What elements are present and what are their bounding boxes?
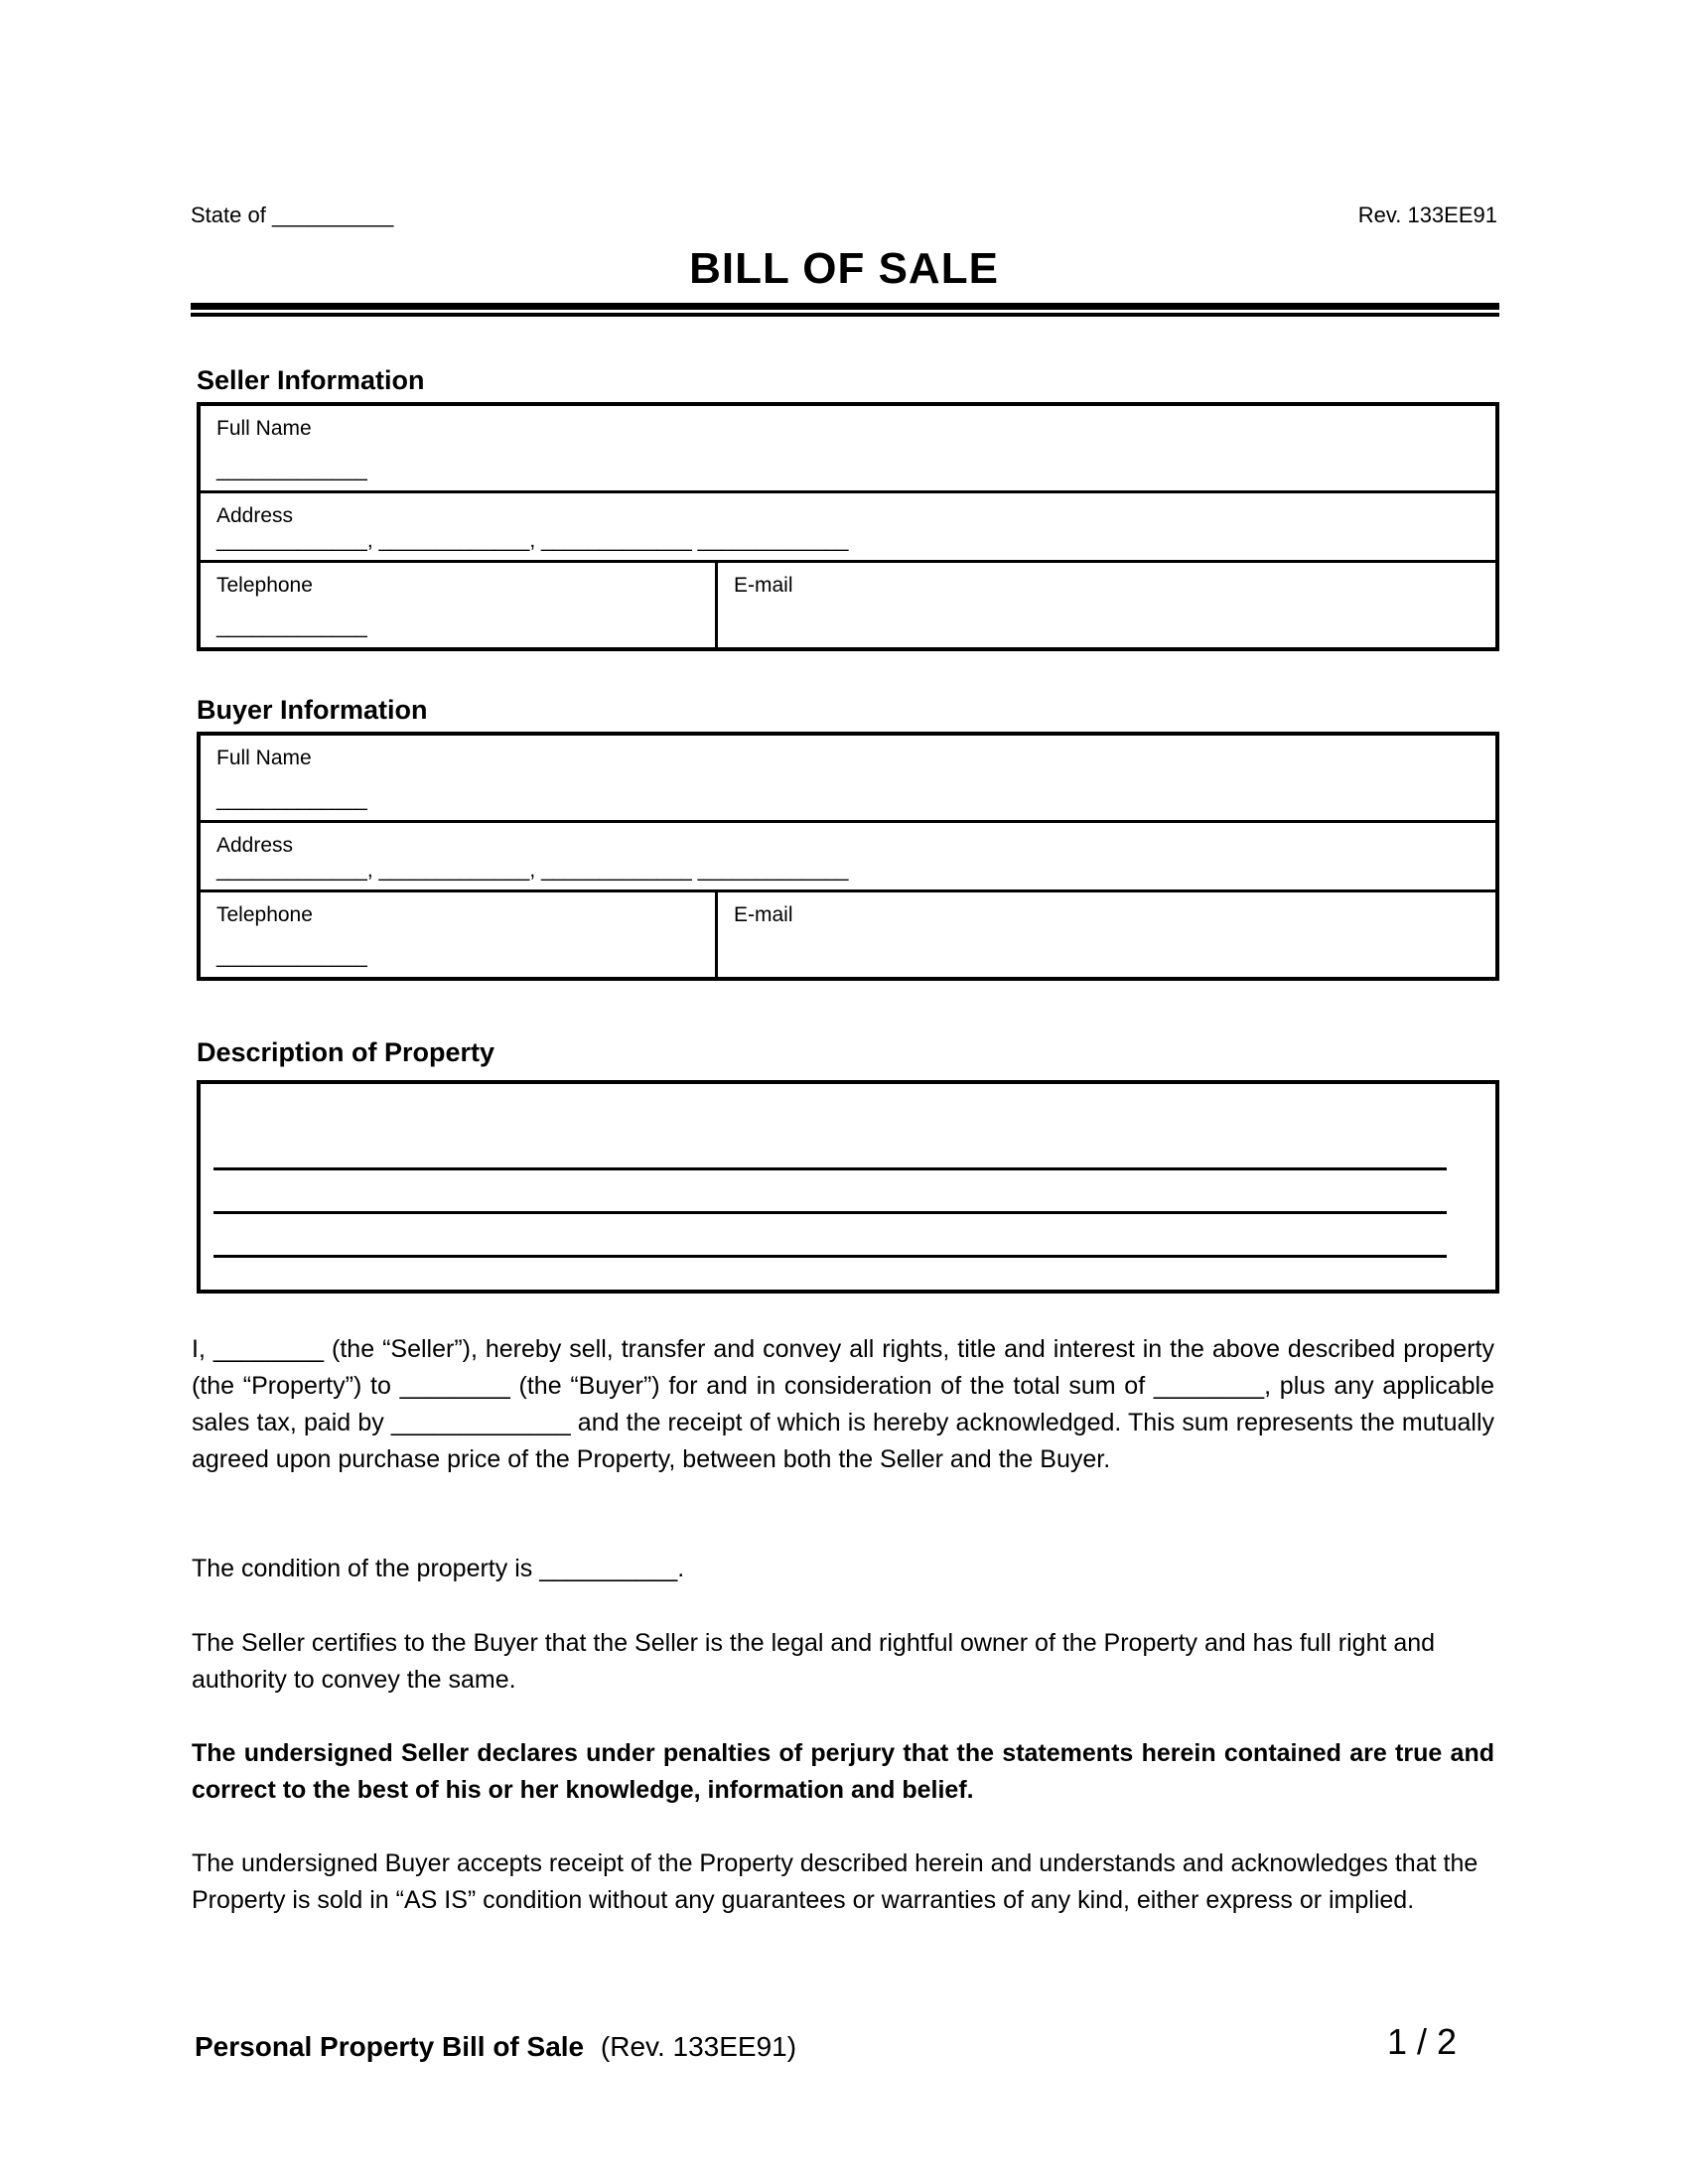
as-is-paragraph: The undersigned Buyer accepts receipt of the Property described herein and understands and acknowledges that the Property is sold in “AS IS” condition without any guarantees or warranties of any kind, either express or implied. [192,1849,1478,1914]
state-of-line [191,203,393,228]
sale-declaration-paragraph: I, ________ (the “Seller”), hereby sell, transfer and convey all rights, title and interest in the above described property (the “Property”) to ________ (the “Buyer”) for and in consideration of the total sum of ________, plus any applicable sales tax, paid by _____________ and the receipt of which is hereby acknowledged. This sum represents the mutually agreed upon purchase price of the Property, between both the Seller and the Buyer. [192,1335,1494,1473]
buyer-full-name-cell [201,736,1495,820]
page-title: BILL OF SALE [689,244,999,293]
buyer-telephone-cell [201,892,718,977]
buyer-telephone-field[interactable]: _____________ [216,945,367,968]
seller-address-label: Address [216,504,294,527]
buyer-section-heading: Buyer Information [197,695,428,725]
footer-doc-title-text: Personal Property Bill of Sale [195,2031,585,2062]
description-write-line-2[interactable] [213,1211,1447,1214]
certification-paragraph: The Seller certifies to the Buyer that the Seller is the legal and rightful owner of the Property and has full right and authority to convey the same. [192,1629,1436,1694]
revision-code: Rev. 133EE91 [1357,203,1497,227]
buyer-info-table [197,732,1499,981]
seller-address-field[interactable]: _____________, _____________, _____________ _____________ [216,529,849,552]
seller-address-cell [201,493,1495,560]
buyer-email-cell [718,892,1495,977]
description-section-heading: Description of Property [197,1037,495,1067]
buyer-email-label: E-mail [734,903,793,926]
buyer-address-label: Address [216,834,294,857]
seller-full-name-label: Full Name [216,417,312,440]
seller-full-name-field[interactable]: _____________ [216,459,367,481]
buyer-contact-row [201,892,1495,977]
seller-telephone-cell [201,563,718,647]
buyer-address-field[interactable]: _____________, _____________, _____________ _____________ [216,859,849,882]
perjury-declaration-paragraph: The undersigned Seller declares under penalties of perjury that the statements herein contained are true and correct to the best of his or her knowledge, information and belief. [192,1739,1494,1804]
description-write-line-1[interactable] [213,1167,1447,1170]
buyer-telephone-label: Telephone [216,903,313,926]
seller-email-cell [718,563,1495,647]
footer-revision-text: (Rev. 133EE91) [600,2031,797,2062]
seller-telephone-label: Telephone [216,574,313,597]
page-number-indicator: 1 / 2 [1386,2021,1457,2062]
buyer-address-row [201,823,1495,892]
description-write-line-3[interactable] [213,1255,1447,1258]
seller-telephone-field[interactable]: _____________ [216,615,367,638]
buyer-full-name-row [201,736,1495,823]
title-double-rule [191,303,1499,317]
buyer-full-name-field[interactable]: _____________ [216,788,367,811]
state-of-label: State of [191,203,266,227]
seller-contact-row [201,563,1495,647]
seller-email-label: E-mail [734,574,793,597]
condition-paragraph: The condition of the property is __________. [192,1555,685,1582]
buyer-full-name-label: Full Name [216,747,312,769]
footer-document-title [195,2031,796,2063]
buyer-address-cell [201,823,1495,889]
seller-section-heading: Seller Information [197,365,425,395]
state-of-blank-field[interactable]: __________ [271,203,394,227]
seller-full-name-cell [201,406,1495,490]
property-description-box [197,1080,1499,1294]
seller-full-name-row [201,406,1495,493]
seller-address-row [201,493,1495,563]
seller-info-table [197,402,1499,651]
